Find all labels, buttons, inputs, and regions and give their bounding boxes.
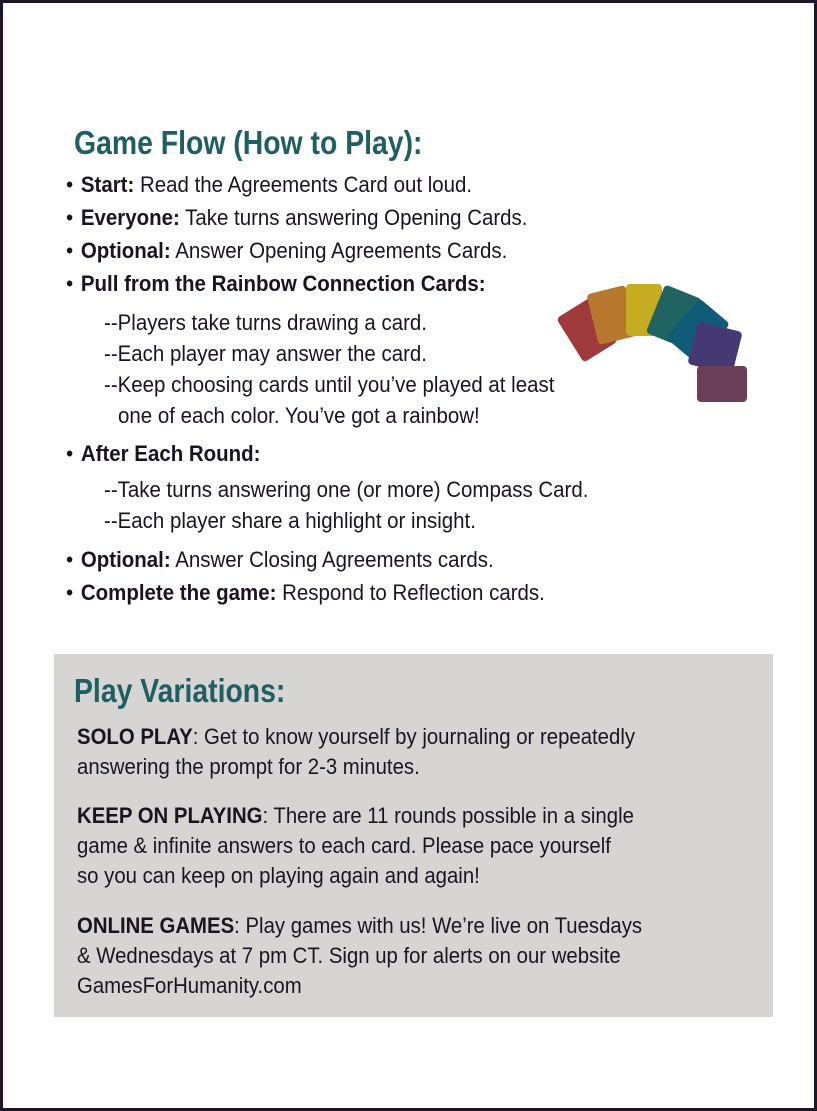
flow-subitem: --Players take turns drawing a card.: [104, 310, 427, 335]
bullet-icon: •: [66, 580, 74, 605]
bullet-icon: •: [66, 238, 74, 263]
bullet-icon: •: [66, 547, 74, 572]
play-variations-title: Play Variations:: [74, 672, 286, 709]
website-link[interactable]: GamesForHumanity.com: [77, 973, 302, 998]
bullet-icon: •: [66, 205, 74, 230]
bullet-icon: •: [66, 441, 74, 466]
flow-item-start: • Start: Read the Agreements Card out loud.: [66, 172, 473, 197]
game-flow-title: Game Flow (How to Play):: [74, 124, 423, 161]
flow-subitem: --Each player may answer the card.: [104, 341, 427, 366]
flow-item-after-round: • After Each Round:: [66, 441, 261, 466]
flow-subitem: one of each color. You’ve got a rainbow!: [118, 403, 480, 428]
solo-play-paragraph: SOLO PLAY: Get to know yourself by journaling or repeatedly answering the prompt for 2-3 minutes.: [77, 724, 636, 779]
bullet-icon: •: [66, 172, 74, 197]
flow-subitem: --Each player share a highlight or insight.: [104, 508, 476, 533]
flow-subitem: --Take turns answering one (or more) Compass Card.: [104, 477, 589, 502]
play-variations-panel: [54, 654, 773, 1017]
flow-subitem: --Keep choosing cards until you’ve played at least: [104, 372, 555, 397]
keep-on-playing-paragraph: KEEP ON PLAYING: There are 11 rounds possible in a single game & infinite answers to each card. Please pace yourself so you can keep on playing again and again!: [77, 803, 634, 888]
flow-item-rainbow: • Pull from the Rainbow Connection Cards:: [66, 271, 486, 296]
bullet-icon: •: [66, 271, 74, 296]
flow-item-optional-closing: • Optional: Answer Closing Agreements cards.: [66, 547, 494, 572]
flow-item-optional-opening: • Optional: Answer Opening Agreements Cards.: [66, 238, 508, 263]
flow-item-complete: • Complete the game: Respond to Reflection cards.: [66, 580, 545, 605]
online-games-paragraph: ONLINE GAMES: Play games with us! We’re live on Tuesdays & Wednesdays at 7 pm CT. Sign up for alerts on our website GamesForHumanity.com: [77, 913, 643, 998]
flow-item-everyone: • Everyone: Take turns answering Opening Cards.: [66, 205, 528, 230]
